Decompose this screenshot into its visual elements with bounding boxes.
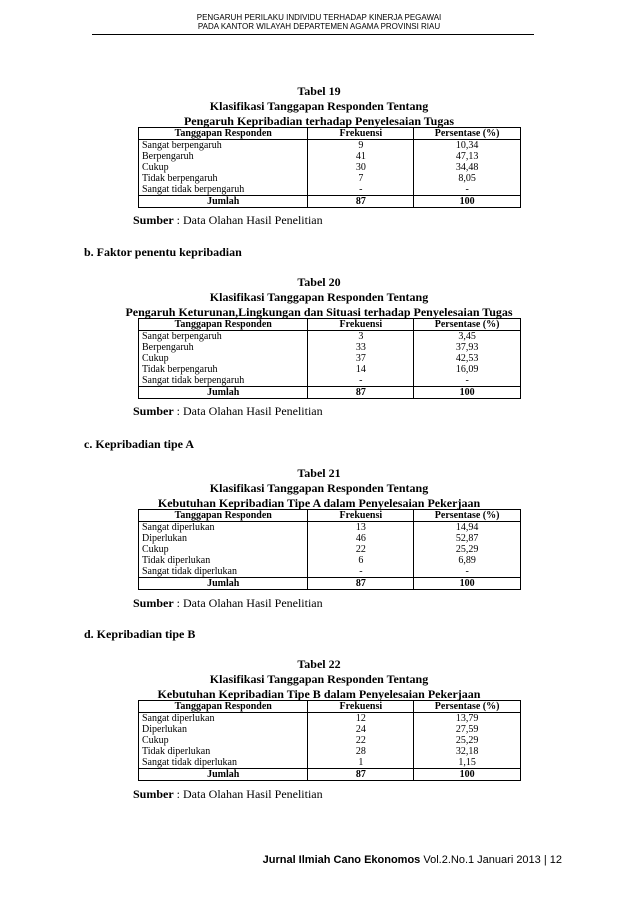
total-label: Jumlah [139,769,308,781]
source-text: : Data Olahan Hasil Penelitian [173,596,323,610]
table-19-source [133,213,323,227]
table-19-title: Klasifikasi Tanggapan Responden Tentang [209,99,429,113]
table-19-number: Tabel 19 [297,84,341,98]
table-19 [138,127,521,208]
table-20-number: Tabel 20 [297,275,341,289]
table-row [139,566,521,578]
row-percentage: 16,09 [414,364,521,375]
row-frequency: 33 [308,342,414,353]
source-label: Sumber [133,787,174,801]
journal-name: Jurnal Ilmiah Cano Ekonomos [262,854,421,866]
row-label: Sangat tidak berpengaruh [139,375,308,387]
total-label: Jumlah [139,387,308,399]
header-line-1: PENGARUH PERILAKU INDIVIDU TERHADAP KINERJA PEGAWAI [196,13,442,22]
row-frequency: 6 [308,555,414,566]
column-header-percentage: Persentase (%) [414,701,521,713]
total-row [139,196,521,208]
row-percentage: 3,45 [414,331,521,343]
row-frequency: 28 [308,746,414,757]
total-row [139,387,521,399]
source-text: : Data Olahan Hasil Penelitian [173,787,323,801]
total-frequency: 87 [308,578,414,590]
row-label: Sangat tidak diperlukan [139,566,308,578]
table-20-title: Klasifikasi Tanggapan Responden Tentang [209,290,429,304]
row-percentage: 10,34 [414,140,521,152]
table-row [139,162,521,173]
table-row [139,544,521,555]
table-21 [138,509,521,590]
column-header-response: Tanggapan Responden [139,701,308,713]
column-header-percentage: Persentase (%) [414,319,521,331]
row-frequency: 37 [308,353,414,364]
source-label: Sumber [133,404,174,418]
row-percentage: 52,87 [414,533,521,544]
source-label: Sumber [133,213,174,227]
column-header-frequency: Frekuensi [308,128,414,140]
row-percentage: 8,05 [414,173,521,184]
total-percentage: 100 [414,578,521,590]
row-label: Sangat tidak berpengaruh [139,184,308,196]
row-label: Cukup [139,735,308,746]
column-header-frequency: Frekuensi [308,510,414,522]
table-row [139,735,521,746]
row-label: Tidak berpengaruh [139,173,308,184]
row-frequency: 30 [308,162,414,173]
column-header-frequency: Frekuensi [308,319,414,331]
table-row [139,151,521,162]
table-19-subtitle: Pengaruh Kepribadian terhadap Penyelesaian Tugas [183,114,455,128]
row-percentage: 37,93 [414,342,521,353]
table-20-subtitle: Pengaruh Keturunan,Lingkungan dan Situasi terhadap Penyelesaian Tugas [125,305,513,319]
table-row [139,713,521,725]
row-frequency: 41 [308,151,414,162]
source-text: : Data Olahan Hasil Penelitian [173,404,323,418]
row-label: Sangat diperlukan [139,713,308,725]
row-percentage: 27,59 [414,724,521,735]
row-label: Diperlukan [139,724,308,735]
column-header-response: Tanggapan Responden [139,319,308,331]
row-percentage: 14,94 [414,522,521,534]
table-row [139,555,521,566]
row-percentage: 42,53 [414,353,521,364]
row-label: Cukup [139,544,308,555]
section-heading-c: c. Kepribadian tipe A [84,437,195,451]
column-header-response: Tanggapan Responden [139,128,308,140]
table-row [139,757,521,769]
table-row [139,364,521,375]
page-footer [263,854,562,867]
row-frequency: 3 [308,331,414,343]
issue-and-page: Vol.2.No.1 Januari 2013 | 12 [420,854,562,866]
row-label: Berpengaruh [139,342,308,353]
table-row [139,173,521,184]
row-percentage: - [414,375,521,387]
total-label: Jumlah [139,578,308,590]
row-frequency: - [308,566,414,578]
row-percentage: 1,15 [414,757,521,769]
row-frequency: 12 [308,713,414,725]
table-21-subtitle: Kebutuhan Kepribadian Tipe A dalam Penyelesaian Pekerjaan [157,496,481,510]
table-20-source [133,404,323,418]
source-text: : Data Olahan Hasil Penelitian [173,213,323,227]
total-row [139,769,521,781]
row-frequency: 22 [308,544,414,555]
header-rule [92,34,534,35]
table-21-source [133,596,323,610]
table-row [139,533,521,544]
total-frequency: 87 [308,196,414,208]
row-percentage: 25,29 [414,544,521,555]
table-22-source [133,787,323,801]
total-label: Jumlah [139,196,308,208]
table-row [139,184,521,196]
row-frequency: - [308,184,414,196]
table-22-subtitle: Kebutuhan Kepribadian Tipe B dalam Penyelesaian Pekerjaan [157,687,481,701]
table-22 [138,700,521,781]
row-percentage: 34,48 [414,162,521,173]
row-frequency: 1 [308,757,414,769]
row-label: Sangat berpengaruh [139,140,308,152]
row-label: Tidak diperlukan [139,555,308,566]
table-row [139,746,521,757]
row-frequency: - [308,375,414,387]
table-row [139,522,521,534]
row-frequency: 13 [308,522,414,534]
row-percentage: 47,13 [414,151,521,162]
section-heading-b: b. Faktor penentu kepribadian [84,245,242,259]
table-row [139,375,521,387]
total-frequency: 87 [308,387,414,399]
row-label: Diperlukan [139,533,308,544]
row-percentage: - [414,566,521,578]
table-22-number: Tabel 22 [297,657,341,671]
row-percentage: 6,89 [414,555,521,566]
row-frequency: 9 [308,140,414,152]
section-heading-d: d. Kepribadian tipe B [84,627,196,641]
row-frequency: 22 [308,735,414,746]
row-frequency: 24 [308,724,414,735]
column-header-frequency: Frekuensi [308,701,414,713]
row-frequency: 7 [308,173,414,184]
total-frequency: 87 [308,769,414,781]
running-header [0,13,638,31]
table-row [139,342,521,353]
row-label: Sangat tidak diperlukan [139,757,308,769]
total-percentage: 100 [414,387,521,399]
row-label: Tidak berpengaruh [139,364,308,375]
total-percentage: 100 [414,196,521,208]
row-label: Sangat berpengaruh [139,331,308,343]
column-header-response: Tanggapan Responden [139,510,308,522]
row-frequency: 46 [308,533,414,544]
table-21-number: Tabel 21 [297,466,341,480]
row-label: Cukup [139,353,308,364]
table-22-title: Klasifikasi Tanggapan Responden Tentang [209,672,429,686]
row-percentage: 13,79 [414,713,521,725]
header-line-2: PADA KANTOR WILAYAH DEPARTEMEN AGAMA PROVINSI RIAU [197,22,441,31]
table-row [139,724,521,735]
column-header-percentage: Persentase (%) [414,128,521,140]
row-label: Tidak diperlukan [139,746,308,757]
row-label: Cukup [139,162,308,173]
total-percentage: 100 [414,769,521,781]
row-frequency: 14 [308,364,414,375]
source-label: Sumber [133,596,174,610]
row-label: Berpengaruh [139,151,308,162]
table-row [139,331,521,343]
row-percentage: 25,29 [414,735,521,746]
table-20 [138,318,521,399]
total-row [139,578,521,590]
table-row [139,353,521,364]
table-row [139,140,521,152]
row-percentage: - [414,184,521,196]
column-header-percentage: Persentase (%) [414,510,521,522]
row-percentage: 32,18 [414,746,521,757]
table-21-title: Klasifikasi Tanggapan Responden Tentang [209,481,429,495]
row-label: Sangat diperlukan [139,522,308,534]
